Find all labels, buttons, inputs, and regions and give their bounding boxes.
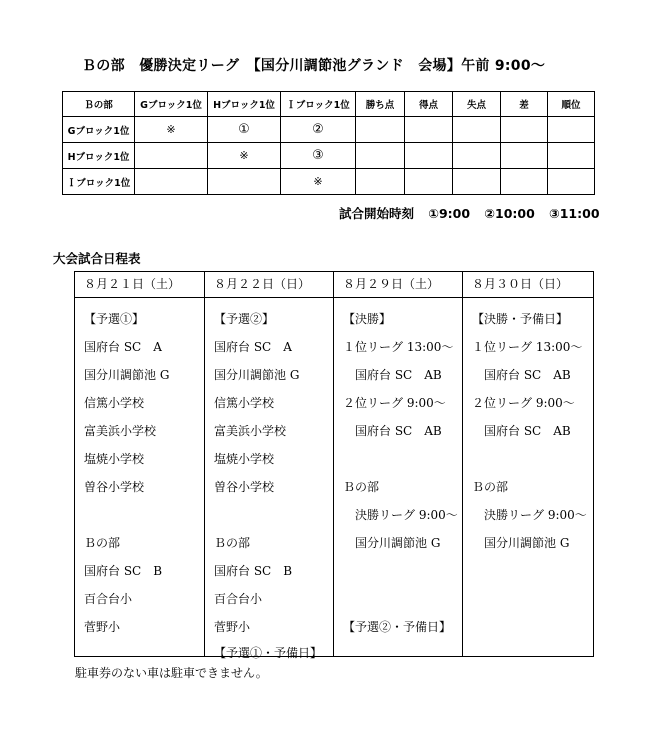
schedule-entry: 【予選①】 xyxy=(84,312,145,326)
table-cell xyxy=(356,143,405,169)
schedule-entry: 百合台小 xyxy=(84,592,133,606)
header-cell: 勝ち点 xyxy=(356,92,405,117)
schedule-entry: １位リーグ 13:00～ xyxy=(343,340,454,354)
schedule-entry: 富美浜小学校 xyxy=(84,424,157,438)
table-cell: ※ xyxy=(281,169,356,195)
schedule-entry: 信篤小学校 xyxy=(214,396,275,410)
schedule-entry: 国分川調節池 G xyxy=(84,368,170,382)
header-cell: Gブロック1位 xyxy=(135,92,208,117)
schedule-table xyxy=(74,271,594,660)
schedule-date: ８月２１日（土） xyxy=(75,272,204,298)
schedule-entry: 国府台 SC AB xyxy=(343,424,442,438)
schedule-entry: 国府台 SC AB xyxy=(343,368,442,382)
table-cell xyxy=(548,143,595,169)
schedule-entry: 国府台 SC A xyxy=(214,340,292,354)
table-cell: ※ xyxy=(135,117,208,143)
table-cell xyxy=(501,143,548,169)
table-row xyxy=(63,117,595,143)
schedule-entry: 国府台 SC B xyxy=(214,564,293,578)
league-table xyxy=(62,91,595,195)
table-cell: ② xyxy=(281,117,356,143)
schedule-entry: 国分川調節池 G xyxy=(214,368,300,382)
table-cell xyxy=(548,169,595,195)
schedule-entry: 菅野小 xyxy=(84,620,121,634)
schedule-entry: 百合台小 xyxy=(214,592,263,606)
table-cell xyxy=(405,143,453,169)
schedule-entry: 国分川調節池 G xyxy=(343,536,441,550)
header-cell: 差 xyxy=(501,92,548,117)
schedule-entry: ２位リーグ 9:00～ xyxy=(472,396,575,410)
schedule-entry: 【予選①・予備日】 xyxy=(214,646,323,660)
header-cell: 失点 xyxy=(453,92,501,117)
header-cell: Hブロック1位 xyxy=(208,92,281,117)
table-cell: ※ xyxy=(208,143,281,169)
schedule-entry: 塩焼小学校 xyxy=(214,452,275,466)
start-times xyxy=(339,204,600,222)
schedule-date: ８月３０日（日） xyxy=(463,272,593,298)
row-label: Hブロック1位 xyxy=(63,143,135,169)
schedule-title: 大会試合日程表 xyxy=(53,251,141,266)
table-cell xyxy=(356,169,405,195)
schedule-entry: 曽谷小学校 xyxy=(84,480,145,494)
row-label: Gブロック1位 xyxy=(63,117,135,143)
schedule-entry: 国府台 SC AB xyxy=(472,424,571,438)
start-time: ①9:00 xyxy=(428,206,471,221)
schedule-entry: 菅野小 xyxy=(214,620,251,634)
table-cell: ① xyxy=(208,117,281,143)
row-label: Ｉブロック1位 xyxy=(63,169,135,195)
schedule-entry: 【予選②・予備日】 xyxy=(343,620,452,634)
table-cell xyxy=(356,117,405,143)
header-cell: 得点 xyxy=(405,92,453,117)
schedule-entry: 信篤小学校 xyxy=(84,396,145,410)
schedule-entry: 曽谷小学校 xyxy=(214,480,275,494)
schedule-column xyxy=(463,272,593,656)
schedule-entry: 富美浜小学校 xyxy=(214,424,287,438)
schedule-entry: 国分川調節池 G xyxy=(472,536,570,550)
schedule-entry: 塩焼小学校 xyxy=(84,452,145,466)
start-times-label: 試合開始時刻 xyxy=(339,206,415,221)
schedule-entry: ２位リーグ 9:00～ xyxy=(343,396,446,410)
schedule-entry: Ｂの部 xyxy=(472,480,509,494)
schedule-entry: 国府台 SC AB xyxy=(472,368,571,382)
schedule-entry: 【決勝】 xyxy=(343,312,392,326)
table-cell xyxy=(453,143,501,169)
start-time: ②10:00 xyxy=(484,206,535,221)
header-cell: Ｂの部 xyxy=(63,92,135,117)
schedule-date: ８月２９日（土） xyxy=(334,272,462,298)
schedule-entry: Ｂの部 xyxy=(343,480,380,494)
schedule-entry: 【決勝・予備日】 xyxy=(472,312,569,326)
table-cell xyxy=(208,169,281,195)
schedule-column xyxy=(205,272,334,660)
table-cell xyxy=(501,117,548,143)
schedule-entry: Ｂの部 xyxy=(84,536,121,550)
schedule-entry: 国府台 SC A xyxy=(84,340,162,354)
table-cell xyxy=(453,117,501,143)
table-row xyxy=(63,169,595,195)
start-time: ③11:00 xyxy=(549,206,600,221)
schedule-entry: Ｂの部 xyxy=(214,536,251,550)
table-cell xyxy=(135,169,208,195)
table-cell: ③ xyxy=(281,143,356,169)
schedule-column xyxy=(75,272,205,656)
schedule-entry: 【予選②】 xyxy=(214,312,275,326)
schedule-entry: １位リーグ 13:00～ xyxy=(472,340,583,354)
schedule-date: ８月２２日（日） xyxy=(205,272,333,298)
schedule-entry: 国府台 SC B xyxy=(84,564,163,578)
page-title: Ｂの部 優勝決定リーグ 【国分川調節池グランド 会場】午前 9:00～ xyxy=(82,58,546,74)
header-cell: 順位 xyxy=(548,92,595,117)
parking-note: 駐車券のない車は駐車できません。 xyxy=(75,666,268,680)
table-cell xyxy=(453,169,501,195)
table-cell xyxy=(135,143,208,169)
schedule-entry: 決勝リーグ 9:00～ xyxy=(343,508,458,522)
header-cell: Ｉブロック1位 xyxy=(281,92,356,117)
table-row xyxy=(63,143,595,169)
table-cell xyxy=(405,169,453,195)
league-header-row xyxy=(63,92,595,117)
table-cell xyxy=(501,169,548,195)
table-cell xyxy=(405,117,453,143)
schedule-column xyxy=(334,272,463,656)
schedule-entry: 決勝リーグ 9:00～ xyxy=(472,508,587,522)
table-cell xyxy=(548,117,595,143)
